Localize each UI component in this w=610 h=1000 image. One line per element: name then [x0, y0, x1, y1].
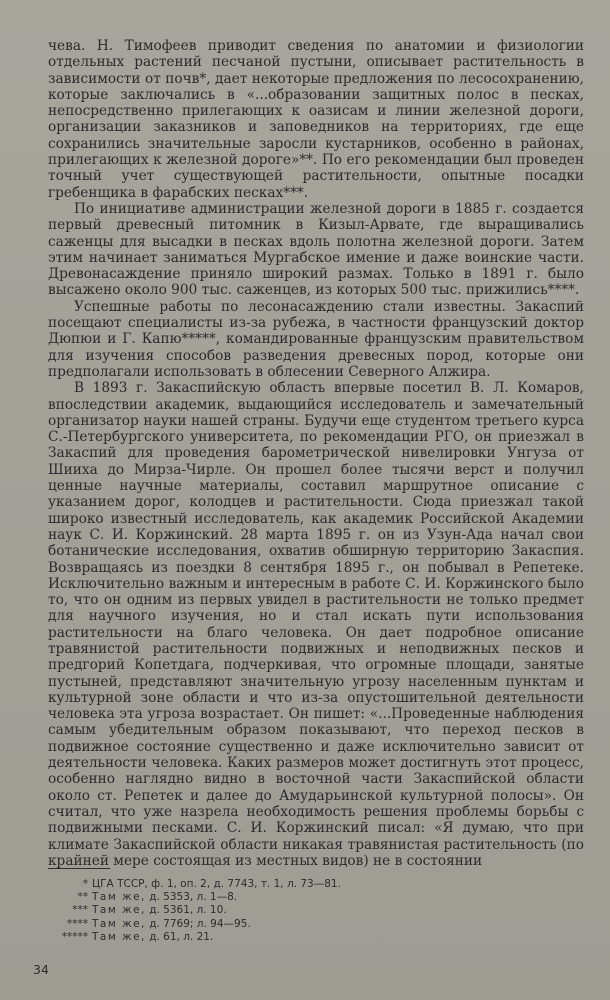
body-text — [48, 38, 584, 869]
footnote — [50, 904, 450, 917]
paragraph-foreign-specialists: Успешные работы по лесонасаждению стали известны. Закаспий посещают специалисты из-за рубежа, в частности французский доктор Дюпюи и Г. Капю*****, командированные французским правительством для изучения способов разведения древесных пород, которые они предполагали использовать в облесении Северного Алжира. — [48, 298, 584, 380]
footnote-text: д. 61, л. 21. — [149, 930, 214, 943]
footnote-mark: ***** — [61, 930, 88, 943]
footnote — [50, 918, 450, 931]
footnote-text: д. 5361, л. 10. — [149, 904, 227, 917]
footnote-mark: **** — [67, 917, 88, 930]
footnote — [50, 878, 450, 891]
footnote-text: д. 5353, л. 1—8. — [149, 891, 238, 904]
footnote — [50, 891, 450, 904]
footnote-ibid: Там же, — [92, 904, 146, 917]
paragraph-nursery-1885: По инициативе администрации железной дороги в 1885 г. создается первый древесный питомник в Кизыл-Арвате, где выращивались саженцы для высадки в песках вдоль полотна железной дороги. Затем этим начинает заниматься Мургабское имение и даже воинские части. Древонасаждение приняло широкий размах. Только в 1891 г. было высажено около 900 тыс. саженцев, из которых 500 тыс. прижились****. — [48, 200, 584, 299]
footnote-text: д. 7769; л. 94—95. — [149, 917, 251, 930]
paragraph-timofeev: чева. Н. Тимофеев приводит сведения по анатомии и физиологии отдельных растений песчаной пустыни, описывает растительность в зависимости от почв*, дает некоторые предложения по лесосохранению, которые заключались в «...образовании защитных полос в песках, непосредственно прилегающих к оазисам и линии железной дороги, организации заказников и заповедников на территориях, где еще сохранились значительные заросли кустарников, особенно в районах, прилегающих к железной дороге»**. По его рекомендации был проведен точный учет существующей растительности, опытные посадки гребенщика в фарабских песках***. — [48, 38, 584, 201]
footnote-ibid: Там же, — [92, 891, 146, 904]
footnote-mark: *** — [72, 904, 88, 917]
footnote — [50, 931, 450, 944]
footnote-text: ЦГА ТССР, ф. 1, оп. 2, д. 7743, т. 1, л. 73—81. — [92, 878, 341, 890]
footnote-ibid: Там же, — [92, 917, 146, 930]
footnote-divider — [48, 868, 110, 869]
paragraph-komarov-korzhinsky: В 1893 г. Закаспийскую область впервые посетил В. Л. Комаров, впоследствии академик, выдающийся исследователь и замечательный организатор науки нашей страны. Будучи еще студентом третьего курса С.-Петербургского университета, по рекомендации РГО, он приезжал в Закаспий для проведения барометрической нивелировки Унгуза от Шииха до Мирза-Чирле. Он прошел более тысячи верст и получил ценные научные материалы, составил маршрутное описание с указанием дорог, колодцев и растительности. Сюда приезжал такой широко известный исследователь, как академик Российской Академии наук С. И. Коржинский. 28 марта 1895 г. он из Узун-Ада начал свои ботанические исследования, охватив обширную территорию Закаспия. Возвращаясь из поездки 8 сентября 1895 г., он побывал в Репетеке. Исключительно важным и интересным в работе С. И. Коржинского было то, что он одним из первых увидел в растительности не только предмет для научного изучения, но и стал искать пути использования растительности на благо человека. Он дает подробное описание травянистой растительности подвижных и неподвижных песков и предгорий Копетдага, подчеркивая, что огромные площади, занятые пустыней, представляют значительную угрозу населенным пунктам и культурной зоне области и что из-за опустошительной деятельности человека эта угроза возрастает. Он пишет: «...Проведенные наблюдения самым убедительным образом показывают, что переход песков в подвижное состояние существенно и даже исключительно зависит от деятельности человека. Каких размеров может достигнуть этот процесс, особенно наглядно видно в восточной части Закаспийской области около ст. Репетек и далее до Амударьинской культурной полосы». Он считал, что уже назрела необходимость решения проблемы борьбы с подвижными песками. С. И. Коржинский писал: «Я думаю, что при климате Закаспийской области никакая травянистая растительность (по крайней мере состоящая из местных видов) не в состоянии — [48, 380, 584, 869]
page-number: 34 — [33, 962, 49, 977]
footnote-mark: * — [82, 878, 88, 890]
footnote-mark: ** — [77, 891, 88, 904]
footnotes — [50, 878, 450, 944]
footnote-ibid: Там же, — [92, 930, 146, 943]
